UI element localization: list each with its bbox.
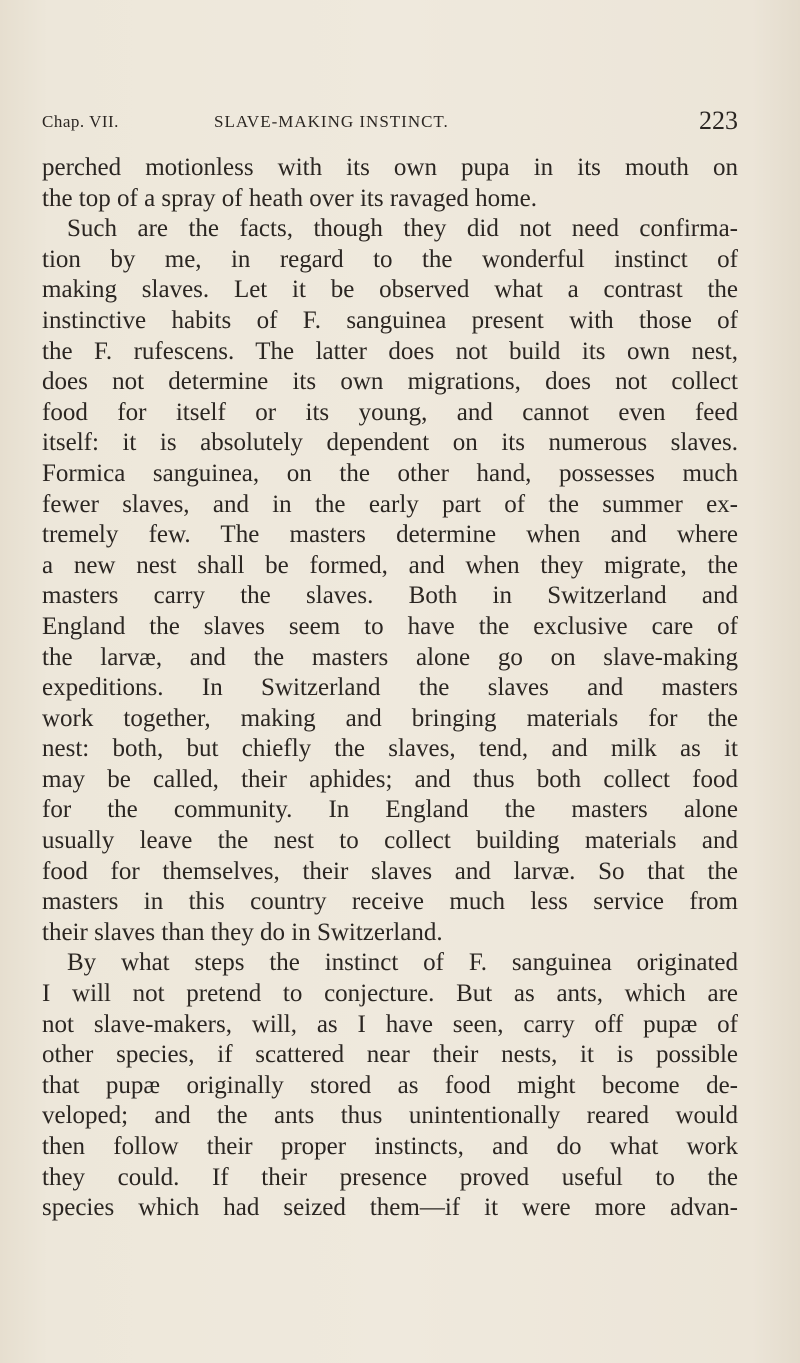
text-line: itself: it is absolutely dependent on its numerous slaves.	[42, 429, 738, 457]
chapter-label: Chap. VII.	[42, 112, 119, 131]
text-line: England the slaves seem to have the exclusive care of	[42, 612, 738, 640]
text-line: I will not pretend to conjecture. But as ants, which are	[42, 980, 738, 1008]
text-line: perched motionless with its own pupa in its mouth on	[42, 154, 738, 181]
text-line: their slaves than they do in Switzerland.	[42, 918, 443, 946]
text-line: By what steps the instinct of F. sanguinea originated	[67, 949, 738, 977]
text-line: food for itself or its young, and cannot even feed	[42, 398, 738, 426]
text-line: that pupæ originally stored as food might become de-	[42, 1071, 738, 1099]
text-line: other species, if scattered near their nests, it is possible	[42, 1041, 738, 1069]
text-line: food for themselves, their slaves and larvæ. So that the	[42, 857, 738, 885]
text-line: the top of a spray of heath over its ravaged home.	[42, 184, 537, 212]
text-line: fewer slaves, and in the early part of the summer ex-	[42, 490, 738, 518]
text-line: instinctive habits of F. sanguinea present with those of	[42, 306, 738, 334]
text-line: making slaves. Let it be observed what a contrast the	[42, 276, 738, 304]
text-line: the larvæ, and the masters alone go on slave-making	[42, 643, 738, 671]
text-line: Formica sanguinea, on the other hand, possesses much	[42, 459, 738, 487]
text-line: may be called, their aphides; and thus both collect food	[42, 765, 738, 793]
text-line: a new nest shall be formed, and when they migrate, the	[42, 551, 738, 579]
running-title: SLAVE-MAKING INSTINCT.	[214, 112, 449, 131]
text-line: tion by me, in regard to the wonderful instinct of	[42, 245, 738, 273]
text-line: the F. rufescens. The latter does not build its own nest,	[42, 337, 738, 365]
text-line: for the community. In England the masters alone	[42, 796, 738, 824]
text-line: not slave-makers, will, as I have seen, carry off pupæ of	[42, 1010, 738, 1038]
text-line: then follow their proper instincts, and do what work	[42, 1133, 738, 1160]
text-line: they could. If their presence proved useful to the	[42, 1163, 738, 1191]
text-line: masters in this country receive much less service from	[42, 888, 738, 916]
text-line: expeditions. In Switzerland the slaves and masters	[42, 674, 738, 702]
running-head	[42, 108, 738, 138]
body-text	[42, 153, 738, 1224]
text-line: nest: both, but chiefly the slaves, tend, and milk as it	[42, 735, 738, 763]
text-line: work together, making and bringing materials for the	[42, 704, 738, 732]
text-line: tremely few. The masters determine when and where	[42, 521, 738, 549]
text-line: Such are the facts, though they did not need confirma-	[67, 215, 738, 243]
text-line: does not determine its own migrations, does not collect	[42, 368, 738, 396]
text-line: usually leave the nest to collect building materials and	[42, 827, 738, 855]
text-line: veloped; and the ants thus unintentionally reared would	[42, 1102, 738, 1130]
text-line: masters carry the slaves. Both in Switzerland and	[42, 582, 738, 610]
page-number: 223	[699, 106, 738, 135]
text-line: species which had seized them—if it were more advan-	[42, 1194, 738, 1222]
